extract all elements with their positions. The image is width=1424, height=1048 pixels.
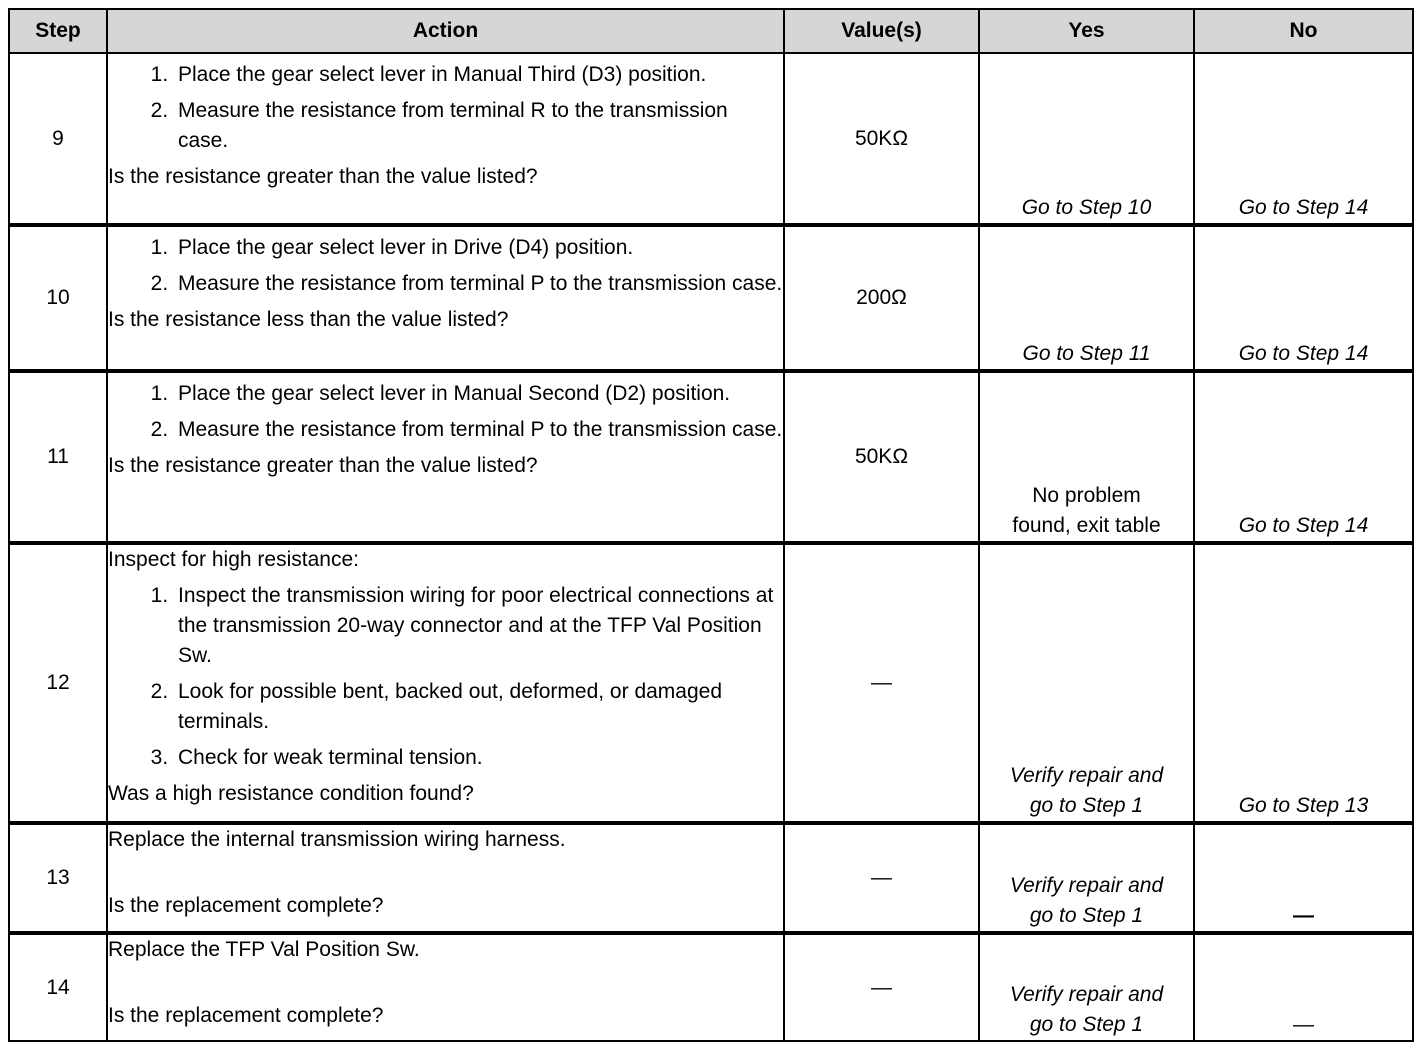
yes-line-1: Verify repair and: [1009, 764, 1164, 787]
action-cell: [107, 933, 784, 1041]
action-list: [108, 581, 783, 773]
table-row-step-10: [9, 225, 1413, 371]
table-row-step-11: [9, 371, 1413, 543]
no-cell: Go to Step 13: [1194, 543, 1413, 823]
yes-line-1: Verify repair and: [1009, 874, 1164, 897]
yes-cell: Go to Step 10: [979, 53, 1194, 225]
step-number: 11: [9, 371, 107, 543]
header-step: Step: [9, 9, 107, 53]
action-question: Is the replacement complete?: [108, 894, 384, 917]
diagnostic-table-wrapper: [8, 8, 1414, 1042]
no-cell: [1194, 823, 1413, 933]
no-cell: Go to Step 14: [1194, 225, 1413, 371]
action-question: Is the replacement complete?: [108, 1004, 384, 1027]
yes-cell: [979, 371, 1194, 543]
step-number: 14: [9, 933, 107, 1041]
value-cell: —: [784, 933, 979, 1041]
header-yes: Yes: [979, 9, 1194, 53]
yes-line-1: Verify repair and: [1009, 983, 1164, 1006]
yes-line-2: found, exit table: [1012, 514, 1161, 537]
yes-line-2: go to Step 1: [1029, 904, 1144, 927]
action-intro: Replace the TFP Val Position Sw.: [108, 938, 420, 961]
action-item: 1. Place the gear select lever in Manual Second (D2) position.: [174, 379, 783, 409]
yes-cell: Go to Step 11: [979, 225, 1194, 371]
action-question: Is the resistance less than the value listed?: [108, 308, 509, 331]
spacer: [108, 855, 783, 891]
action-question: Was a high resistance condition found?: [108, 782, 474, 805]
value-cell: 50KΩ: [784, 371, 979, 543]
no-cell: Go to Step 14: [1194, 53, 1413, 225]
action-list: [108, 60, 783, 156]
table-row-step-13: [9, 823, 1413, 933]
no-cell: —: [1194, 933, 1413, 1041]
no-cell: Go to Step 14: [1194, 371, 1413, 543]
action-item: 2. Measure the resistance from terminal P to the transmission case.: [174, 415, 783, 445]
yes-line-1: No problem: [1032, 484, 1141, 507]
table-row-step-12: [9, 543, 1413, 823]
header-action: Action: [107, 9, 784, 53]
header-no: No: [1194, 9, 1413, 53]
yes-line-2: go to Step 1: [1029, 1013, 1144, 1036]
action-cell: [107, 823, 784, 933]
yes-cell: [979, 823, 1194, 933]
action-item: 1. Inspect the transmission wiring for poor electrical connections at the transmission 20-way connector and at the TFP Val Position Sw.: [174, 581, 783, 671]
action-cell: [107, 371, 784, 543]
spacer: [108, 965, 783, 1001]
yes-cell: [979, 543, 1194, 823]
action-item: 2. Measure the resistance from terminal R to the transmission case.: [174, 96, 783, 156]
action-question: Is the resistance greater than the value listed?: [108, 165, 538, 188]
header-row: [9, 9, 1413, 53]
step-number: 13: [9, 823, 107, 933]
diagnostic-table: [8, 8, 1414, 1042]
value-cell: 50KΩ: [784, 53, 979, 225]
table-row-step-9: [9, 53, 1413, 225]
yes-cell: [979, 933, 1194, 1041]
table-row-step-14: [9, 933, 1413, 1041]
action-item: 1. Place the gear select lever in Drive (D4) position.: [174, 233, 783, 263]
no-dash: —: [1293, 904, 1314, 927]
yes-line-2: go to Step 1: [1029, 794, 1144, 817]
value-cell: 200Ω: [784, 225, 979, 371]
value-cell: —: [784, 823, 979, 933]
step-number: 10: [9, 225, 107, 371]
action-item: 2. Look for possible bent, backed out, deformed, or damaged terminals.: [174, 677, 783, 737]
header-values: Value(s): [784, 9, 979, 53]
step-number: 9: [9, 53, 107, 225]
action-question: Is the resistance greater than the value listed?: [108, 454, 538, 477]
step-number: 12: [9, 543, 107, 823]
action-list: [108, 379, 783, 445]
action-item: 3. Check for weak terminal tension.: [174, 743, 783, 773]
action-list: [108, 233, 783, 299]
action-item: 1. Place the gear select lever in Manual Third (D3) position.: [174, 60, 783, 90]
action-intro: Inspect for high resistance:: [108, 548, 359, 571]
action-cell: [107, 225, 784, 371]
action-item: 2. Measure the resistance from terminal P to the transmission case.: [174, 269, 783, 299]
action-intro: Replace the internal transmission wiring harness.: [108, 828, 566, 851]
action-cell: [107, 53, 784, 225]
value-cell: —: [784, 543, 979, 823]
action-cell: [107, 543, 784, 823]
